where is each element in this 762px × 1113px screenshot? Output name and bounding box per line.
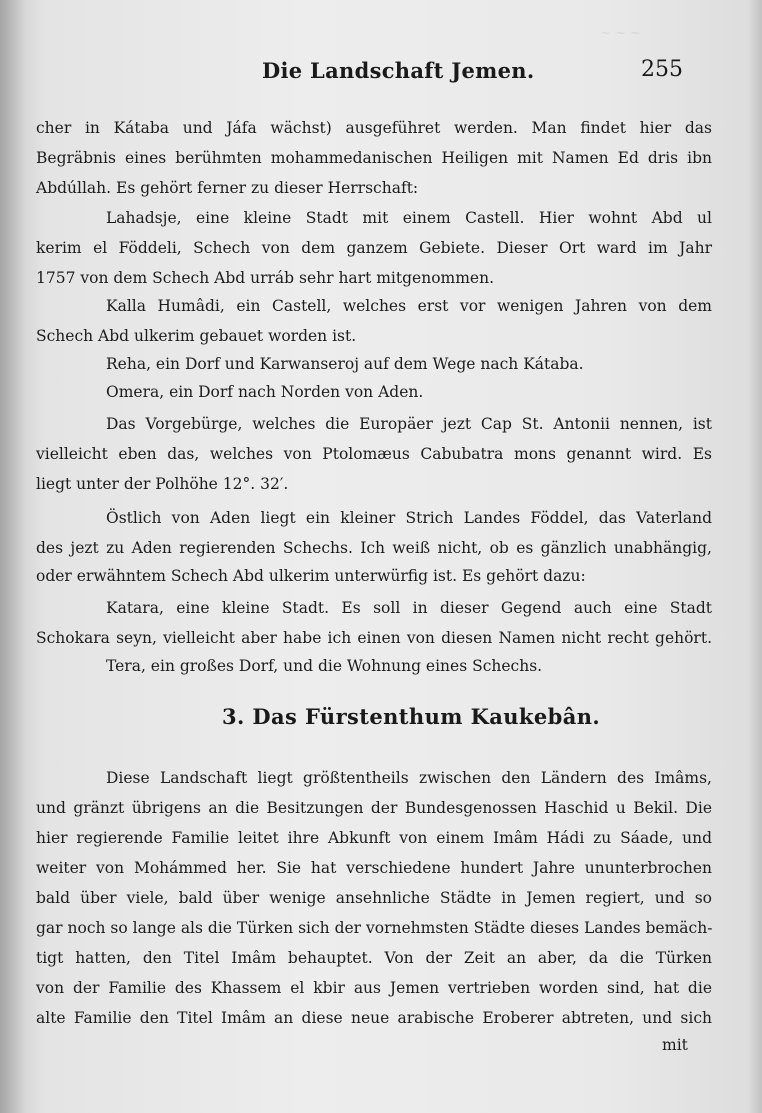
text-line: des jezt zu Aden regierenden Schechs. Ich weiß nicht, ob es gänzlich unabhängig,: [36, 539, 712, 557]
edge-shadow: [748, 0, 762, 1113]
text-line: Kalla Humâdi, ein Castell, welches erst vor wenigen Jahren von dem: [106, 297, 712, 315]
text-line: Diese Landschaft liegt größtentheils zwischen den Ländern des Imâms,: [106, 769, 712, 787]
text-line: Abdúllah. Es gehört ferner zu dieser Herrschaft:: [36, 179, 419, 197]
text-line: und gränzt übrigens an die Besitzungen der Bundesgenossen Haschid u Bekil. Die: [36, 799, 712, 817]
text-line: Östlich von Aden liegt ein kleiner Strich Landes Föddel, das Vaterland: [106, 509, 712, 527]
text-line: hier regierende Familie leitet ihre Abkunft von einem Imâm Hádi zu Sáade, und: [36, 829, 712, 847]
text-line: von der Familie des Khassem el kbir aus Jemen vertrieben worden sind, hat die: [36, 979, 712, 997]
text-line: Tera, ein großes Dorf, und die Wohnung eines Schechs.: [106, 657, 543, 675]
text-line: vielleicht eben das, welches von Ptolomæus Cabubatra mons genannt wird. Es: [36, 445, 712, 463]
text-line: Reha, ein Dorf und Karwanseroj auf dem Wege nach Kátaba.: [106, 355, 584, 373]
text-line: cher in Kátaba und Jáfa wächst) ausgeführet werden. Man findet hier das: [36, 119, 712, 137]
text-line: oder erwähntem Schech Abd ulkerim unterwürfig ist. Es gehört dazu:: [36, 567, 586, 585]
section-heading: 3. Das Fürstenthum Kaukebân.: [222, 704, 601, 729]
running-head: Die Landschaft Jemen.: [262, 58, 535, 83]
text-line: Begräbnis eines berühmten mohammedanischen Heiligen mit Namen Ed dris ibn: [36, 149, 712, 167]
page-number: 255: [641, 57, 683, 82]
text-line: Schokara seyn, vielleicht aber habe ich einen von diesen Namen nicht recht gehört.: [36, 629, 712, 647]
catchword: mit: [662, 1036, 688, 1054]
text-line: weiter von Mohámmed her. Sie hat verschiedene hundert Jahre ununterbrochen: [36, 859, 712, 877]
text-line: kerim el Föddeli, Schech von dem ganzem Gebiete. Dieser Ort ward im Jahr: [36, 239, 712, 257]
text-line: Das Vorgebürge, welches die Europäer jezt Cap St. Antonii nennen, ist: [106, 415, 712, 433]
text-line: Omera, ein Dorf nach Norden von Aden.: [106, 383, 424, 401]
text-line: gar noch so lange als die Türken sich der vornehmsten Städte dieses Landes bemäch-: [36, 919, 713, 937]
text-line: liegt unter der Polhöhe 12°. 32′.: [36, 475, 289, 493]
text-line: bald über viele, bald über wenige ansehnliche Städte in Jemen regiert, und so: [36, 889, 712, 907]
show-through-text: ~ ~ ~: [600, 26, 641, 41]
text-line: Katara, eine kleine Stadt. Es soll in dieser Gegend auch eine Stadt: [106, 599, 712, 617]
binding-shadow: [0, 0, 26, 1113]
text-line: alte Familie den Titel Imâm an diese neue arabische Eroberer abtreten, und sich: [36, 1009, 712, 1027]
text-line: tigt hatten, den Titel Imâm behauptet. Von der Zeit an aber, da die Türken: [36, 949, 712, 967]
text-line: Schech Abd ulkerim gebauet worden ist.: [36, 327, 357, 345]
text-line: Lahadsje, eine kleine Stadt mit einem Castell. Hier wohnt Abd ul: [106, 209, 712, 227]
text-line: 1757 von dem Schech Abd urráb sehr hart mitgenommen.: [36, 269, 494, 287]
